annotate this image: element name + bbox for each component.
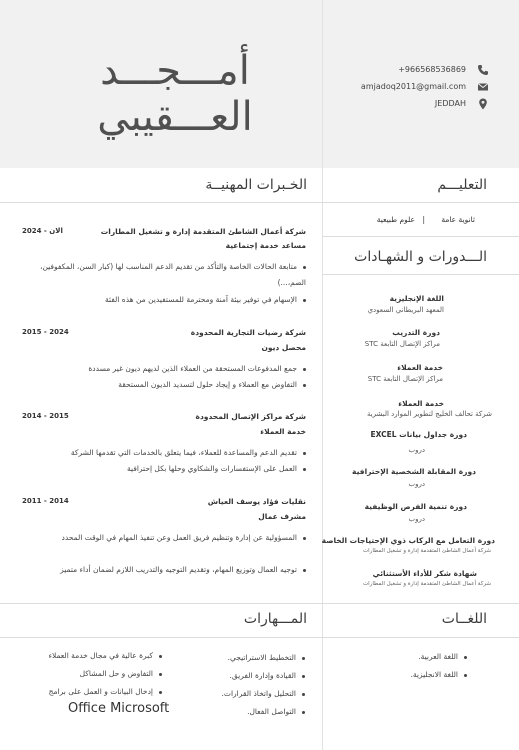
bullet-dot bbox=[303, 452, 306, 455]
divider bbox=[0, 202, 322, 203]
courses-heading: الـــدورات و الشهـادات bbox=[354, 249, 487, 265]
course-provider: دروب bbox=[408, 480, 425, 488]
city-text: JEDDAH bbox=[434, 99, 466, 108]
language-item bbox=[410, 670, 467, 679]
course-title: دورة تنمية الفرص الوظيفية bbox=[364, 502, 467, 511]
job-bullet bbox=[21, 292, 306, 308]
course-provider: دروب bbox=[408, 446, 425, 454]
bullet-dot bbox=[302, 711, 305, 714]
bullet-dot bbox=[303, 468, 306, 471]
divider bbox=[323, 274, 519, 275]
job-bullet bbox=[21, 530, 306, 546]
job-bullet bbox=[21, 461, 306, 477]
skill-text: القيادة وإدارة الفريق. bbox=[229, 671, 296, 680]
bullet-dot bbox=[464, 656, 467, 659]
course-title: خدمة العملاء bbox=[398, 399, 444, 408]
divider bbox=[0, 637, 519, 638]
bullet-dot bbox=[159, 673, 162, 676]
education-degree: ثانوية عامة bbox=[441, 215, 475, 224]
education-field: علوم طبيعية bbox=[376, 215, 415, 224]
email-text: amjadoq2011@gmail.com bbox=[360, 82, 466, 91]
job-bullet bbox=[21, 259, 306, 291]
divider bbox=[323, 202, 519, 203]
bullet-dot bbox=[464, 674, 467, 677]
course-provider: المعهد البريطاني السعودي bbox=[367, 306, 444, 314]
job-company: شركة مراكز الإتصال المحدودة bbox=[195, 412, 306, 421]
job-bullet bbox=[21, 562, 306, 578]
skill-item bbox=[48, 651, 162, 660]
bullet-dot bbox=[159, 691, 162, 694]
candidate-name: أمـــجـــد العـــقيبي bbox=[97, 48, 253, 140]
bullet-dot bbox=[302, 693, 305, 696]
contact-email bbox=[354, 82, 494, 96]
bullet-text: جمع المدفوعات المستحقة من العملاء الذين لديهم ديون غير مسددة bbox=[88, 364, 297, 373]
course-title: دورة التعامل مع الركاب ذوي الإحتياجات الخاصة bbox=[321, 536, 495, 545]
skill-item bbox=[222, 689, 305, 698]
job-role: خدمة العملاء bbox=[260, 427, 306, 436]
course-provider: شركة أعمال الشاطئ المتقدمة إدارة و تشغيل المطارات bbox=[362, 548, 491, 554]
course-provider: مراكز الإتصال التابعة STC bbox=[364, 340, 440, 348]
course-provider: شركة أعمال الشاطئ المتقدمة إدارة و تشغيل المطارات bbox=[362, 581, 491, 587]
bullet-dot bbox=[303, 266, 306, 269]
bullet-text: المسؤولية عن إدارة وتنظيم فريق العمل وعن تنفيذ المهام في الوقت المحدد bbox=[61, 533, 297, 542]
job-date: 2014 - 2015 bbox=[22, 412, 69, 420]
course-title: دورة التدريب bbox=[392, 328, 440, 337]
job-bullet bbox=[21, 445, 306, 461]
skill-text: إدخال البيانات و العمل على برامج bbox=[48, 687, 153, 696]
bullet-dot bbox=[303, 384, 306, 387]
bullet-text: العمل على الإستفسارات والشكاوي وحلها بكل إحترافية bbox=[126, 464, 297, 473]
skill-item bbox=[49, 687, 162, 696]
bullet-dot bbox=[302, 675, 305, 678]
skill-item bbox=[247, 707, 305, 716]
education-divider: | bbox=[422, 215, 425, 224]
job-role: محصل ديون bbox=[261, 343, 306, 352]
bullet-dot bbox=[303, 299, 306, 302]
phone-text: +966568536869 bbox=[398, 65, 466, 74]
job-date: 2024 - الان bbox=[22, 227, 63, 235]
course-title: شهادة شكر للأداء الأستثنائي bbox=[372, 569, 477, 578]
skill-item bbox=[80, 669, 162, 678]
skill-text: التحليل واتخاذ القرارات. bbox=[221, 689, 296, 698]
job-company: نقليات فؤاد يوسف العياش bbox=[207, 497, 306, 506]
course-title: اللغة الإنجليزية bbox=[389, 294, 444, 303]
job-bullet bbox=[21, 377, 306, 393]
bullet-text: متابعة الحالات الخاصة والتأكد من تقديم الدعم المناسب لها (كبار السن، المكفوفين، الصم،...) bbox=[40, 262, 306, 287]
job-date: 2011 - 2014 bbox=[22, 497, 69, 505]
skill-item bbox=[228, 653, 305, 662]
skill-text: كبرة عالية في مجال خدمة العملاء bbox=[48, 651, 153, 660]
bullet-dot bbox=[302, 657, 305, 660]
divider bbox=[0, 603, 519, 604]
course-provider: دروب bbox=[408, 515, 425, 523]
skills-heading: المـــهارات bbox=[243, 611, 307, 627]
bullet-text: توجيه العمال وتوزيع المهام، وتقديم التوجيه والتدريب اللازم لضمان أداء متميز bbox=[60, 565, 297, 574]
course-title: خدمة العملاء bbox=[397, 363, 443, 372]
divider bbox=[323, 236, 519, 237]
course-provider: شركة تحالف الخليج لتطوير الموارد البشرية bbox=[366, 410, 492, 418]
location-pin-icon bbox=[477, 98, 489, 110]
mail-icon bbox=[477, 81, 489, 93]
bullet-text: التفاوض مع العملاء و إيجاد حلول لتسديد الديون المستحقة bbox=[118, 380, 297, 389]
job-role: مساعد خدمة إجتماعية bbox=[225, 241, 306, 250]
language-text: اللغة العربية. bbox=[418, 652, 458, 661]
bullet-dot bbox=[159, 655, 162, 658]
skill-office-label: Office Microsoft bbox=[68, 701, 170, 716]
job-date: 2015 - 2024 bbox=[22, 328, 69, 336]
skill-item bbox=[230, 671, 305, 680]
job-company: شركة رضيات التجارية المحدودة bbox=[190, 328, 306, 337]
bullet-text: تقديم الدعم والمساعدة للعملاء، فيما يتعلق بالخدمات التي تقدمها الشركة bbox=[70, 448, 297, 457]
bullet-dot bbox=[303, 368, 306, 371]
language-text: اللغة الانجليزية. bbox=[410, 670, 458, 679]
education-heading: التعليـــم bbox=[437, 177, 487, 193]
language-item bbox=[418, 652, 467, 661]
course-title: دورة جداول بيانات EXCEL bbox=[370, 430, 467, 439]
skill-text: التواصل الفعال. bbox=[247, 707, 296, 716]
contact-city bbox=[354, 99, 494, 113]
job-bullet bbox=[21, 361, 306, 377]
skill-text: التفاوض و حل المشاكل bbox=[79, 669, 153, 678]
course-provider: مراكز الإتصال التابعة STC bbox=[367, 375, 443, 383]
bullet-dot bbox=[303, 537, 306, 540]
skill-text: التخطيط الاستراتيجي. bbox=[227, 653, 296, 662]
experience-heading: الخـبرات المهنيــة bbox=[205, 177, 307, 193]
job-role: مشرف عمال bbox=[258, 512, 306, 521]
languages-heading: اللغــات bbox=[441, 611, 487, 627]
bullet-dot bbox=[303, 569, 306, 572]
bullet-text: الإسهام في توفير بيئة آمنة ومحترمة للمستفيدين من هذه الفئة bbox=[104, 295, 297, 304]
course-title: دورة المقابلة الشخصية الإحترافية bbox=[352, 467, 476, 476]
phone-icon bbox=[477, 64, 489, 76]
job-company: شركة أعمال الشاطئ المتقدمة إدارة و تشغيل المطارات bbox=[100, 227, 306, 236]
contact-phone bbox=[354, 65, 494, 79]
